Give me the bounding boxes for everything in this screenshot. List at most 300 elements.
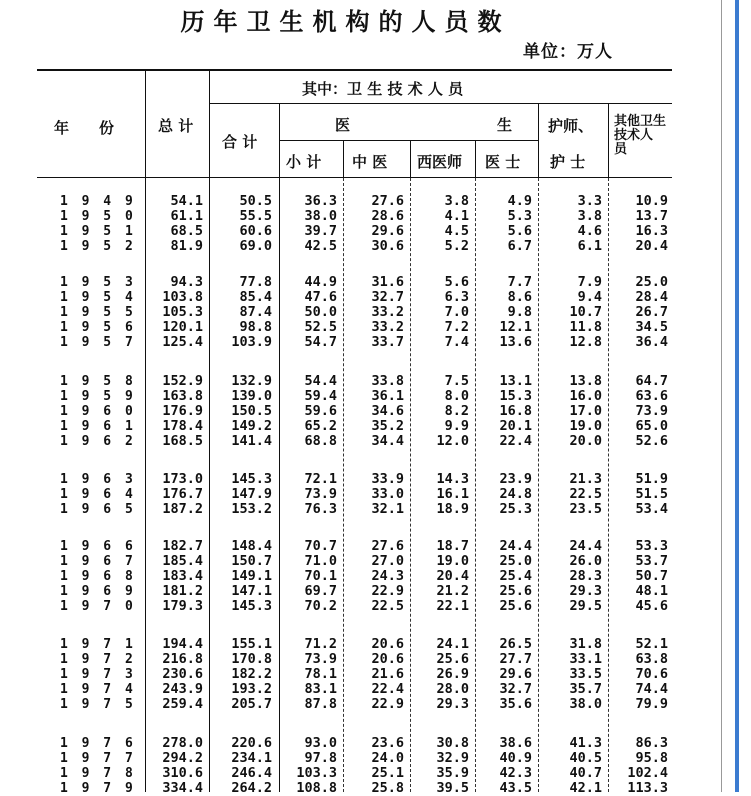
value-cell: 76.3: [304, 501, 337, 517]
year-cell: 1 9 6 1: [60, 419, 136, 434]
value-cell: 51.5: [635, 486, 668, 502]
value-cell: 28.0: [436, 681, 469, 697]
value-cell: 3.8: [577, 208, 602, 224]
value-cell: 103.8: [162, 289, 203, 305]
year-cell: 1 9 6 0: [60, 404, 136, 419]
value-cell: 61.1: [170, 208, 203, 224]
header-of-which: 其中：卫 生 技 术 人 员: [302, 80, 464, 98]
table-top-rule: [37, 69, 672, 71]
value-cell: 20.0: [569, 433, 602, 449]
value-cell: 34.5: [635, 319, 668, 335]
value-cell: 194.4: [162, 636, 203, 652]
value-cell: 38.0: [569, 696, 602, 712]
value-cell: 4.5: [444, 223, 469, 239]
value-cell: 29.6: [499, 666, 532, 682]
value-cell: 54.1: [170, 193, 203, 209]
value-cell: 70.1: [304, 568, 337, 584]
header-sheng: 生: [497, 116, 513, 134]
value-cell: 234.1: [231, 750, 272, 766]
value-cell: 44.9: [304, 274, 337, 290]
value-cell: 38.0: [304, 208, 337, 224]
value-cell: 98.8: [239, 319, 272, 335]
value-cell: 41.3: [569, 735, 602, 751]
value-cell: 87.8: [304, 696, 337, 712]
value-cell: 35.6: [499, 696, 532, 712]
value-cell: 220.6: [231, 735, 272, 751]
value-cell: 22.4: [499, 433, 532, 449]
value-cell: 178.4: [162, 418, 203, 434]
value-cell: 78.1: [304, 666, 337, 682]
header-yishi: 医 士: [485, 153, 521, 171]
value-cell: 22.9: [371, 696, 404, 712]
value-cell: 54.4: [304, 373, 337, 389]
value-cell: 65.2: [304, 418, 337, 434]
value-cell: 25.6: [436, 651, 469, 667]
value-cell: 148.4: [231, 538, 272, 554]
value-cell: 7.2: [444, 319, 469, 335]
value-cell: 59.6: [304, 403, 337, 419]
value-cell: 170.8: [231, 651, 272, 667]
value-cell: 105.3: [162, 304, 203, 320]
value-cell: 24.4: [499, 538, 532, 554]
year-cell: 1 9 5 8: [60, 374, 136, 389]
header-other: 其他卫生技术人 员: [614, 114, 667, 157]
value-cell: 69.7: [304, 583, 337, 599]
value-cell: 50.7: [635, 568, 668, 584]
value-cell: 102.4: [627, 765, 668, 781]
value-cell: 35.7: [569, 681, 602, 697]
page-title: 历年卫生机构的人员数: [180, 7, 511, 36]
year-cell: 1 9 6 9: [60, 584, 136, 599]
value-cell: 10.9: [635, 193, 668, 209]
value-cell: 55.5: [239, 208, 272, 224]
header-zhongyi: 中 医: [352, 153, 388, 171]
value-cell: 39.5: [436, 780, 469, 796]
value-cell: 334.4: [162, 780, 203, 796]
value-cell: 68.5: [170, 223, 203, 239]
value-cell: 33.0: [371, 486, 404, 502]
page-edge-rule: [721, 0, 722, 792]
value-cell: 8.6: [507, 289, 532, 305]
year-cell: 1 9 7 0: [60, 599, 136, 614]
value-cell: 26.9: [436, 666, 469, 682]
value-cell: 179.3: [162, 598, 203, 614]
value-cell: 42.5: [304, 238, 337, 254]
value-cell: 35.2: [371, 418, 404, 434]
value-cell: 31.6: [371, 274, 404, 290]
value-cell: 54.7: [304, 334, 337, 350]
value-cell: 33.2: [371, 304, 404, 320]
unit-label: 单位：万人: [523, 42, 613, 62]
value-cell: 139.0: [231, 388, 272, 404]
value-cell: 21.6: [371, 666, 404, 682]
col-divider-nurse: [608, 104, 609, 178]
value-cell: 4.6: [577, 223, 602, 239]
value-cell: 53.3: [635, 538, 668, 554]
value-cell: 33.9: [371, 471, 404, 487]
value-cell: 33.5: [569, 666, 602, 682]
value-cell: 73.9: [304, 486, 337, 502]
col-dash-4: [538, 178, 539, 792]
value-cell: 147.9: [231, 486, 272, 502]
year-cell: 1 9 7 1: [60, 637, 136, 652]
value-cell: 63.6: [635, 388, 668, 404]
value-cell: 26.7: [635, 304, 668, 320]
value-cell: 33.8: [371, 373, 404, 389]
col-divider-xiaoji: [343, 141, 344, 178]
header-year: 年 份: [54, 119, 115, 137]
value-cell: 149.1: [231, 568, 272, 584]
value-cell: 30.8: [436, 735, 469, 751]
value-cell: 47.6: [304, 289, 337, 305]
value-cell: 16.1: [436, 486, 469, 502]
value-cell: 93.0: [304, 735, 337, 751]
value-cell: 20.1: [499, 418, 532, 434]
value-cell: 145.3: [231, 471, 272, 487]
value-cell: 38.6: [499, 735, 532, 751]
value-cell: 7.0: [444, 304, 469, 320]
value-cell: 278.0: [162, 735, 203, 751]
year-cell: 1 9 5 9: [60, 389, 136, 404]
value-cell: 70.7: [304, 538, 337, 554]
value-cell: 29.6: [371, 223, 404, 239]
value-cell: 70.2: [304, 598, 337, 614]
value-cell: 81.9: [170, 238, 203, 254]
header-bottom-rule: [37, 177, 672, 178]
value-cell: 13.7: [635, 208, 668, 224]
year-cell: 1 9 6 8: [60, 569, 136, 584]
value-cell: 26.5: [499, 636, 532, 652]
year-cell: 1 9 5 4: [60, 290, 136, 305]
year-cell: 1 9 6 3: [60, 472, 136, 487]
value-cell: 33.2: [371, 319, 404, 335]
value-cell: 113.3: [627, 780, 668, 796]
value-cell: 187.2: [162, 501, 203, 517]
value-cell: 30.6: [371, 238, 404, 254]
value-cell: 149.2: [231, 418, 272, 434]
value-cell: 42.3: [499, 765, 532, 781]
value-cell: 155.1: [231, 636, 272, 652]
value-cell: 73.9: [304, 651, 337, 667]
value-cell: 25.6: [499, 598, 532, 614]
year-cell: 1 9 6 7: [60, 554, 136, 569]
value-cell: 33.7: [371, 334, 404, 350]
value-cell: 42.1: [569, 780, 602, 796]
value-cell: 152.9: [162, 373, 203, 389]
value-cell: 25.0: [499, 553, 532, 569]
col-divider-yi: [538, 104, 539, 178]
value-cell: 25.8: [371, 780, 404, 796]
value-cell: 27.6: [371, 538, 404, 554]
col-divider-zhongyi: [410, 141, 411, 178]
value-cell: 19.0: [436, 553, 469, 569]
value-cell: 53.4: [635, 501, 668, 517]
value-cell: 18.9: [436, 501, 469, 517]
value-cell: 125.4: [162, 334, 203, 350]
value-cell: 173.0: [162, 471, 203, 487]
year-cell: 1 9 7 2: [60, 652, 136, 667]
value-cell: 20.6: [371, 651, 404, 667]
value-cell: 25.0: [635, 274, 668, 290]
value-cell: 24.8: [499, 486, 532, 502]
value-cell: 176.9: [162, 403, 203, 419]
value-cell: 243.9: [162, 681, 203, 697]
value-cell: 95.8: [635, 750, 668, 766]
value-cell: 50.5: [239, 193, 272, 209]
value-cell: 16.0: [569, 388, 602, 404]
value-cell: 31.8: [569, 636, 602, 652]
header-total: 总 计: [158, 117, 194, 135]
value-cell: 22.9: [371, 583, 404, 599]
value-cell: 23.9: [499, 471, 532, 487]
value-cell: 3.8: [444, 193, 469, 209]
value-cell: 3.3: [577, 193, 602, 209]
value-cell: 20.6: [371, 636, 404, 652]
value-cell: 86.3: [635, 735, 668, 751]
value-cell: 60.6: [239, 223, 272, 239]
value-cell: 26.0: [569, 553, 602, 569]
year-cell: 1 9 6 5: [60, 502, 136, 517]
value-cell: 48.1: [635, 583, 668, 599]
value-cell: 52.1: [635, 636, 668, 652]
value-cell: 7.7: [507, 274, 532, 290]
value-cell: 108.8: [296, 780, 337, 796]
value-cell: 5.2: [444, 238, 469, 254]
value-cell: 193.2: [231, 681, 272, 697]
value-cell: 36.4: [635, 334, 668, 350]
value-cell: 12.1: [499, 319, 532, 335]
value-cell: 71.0: [304, 553, 337, 569]
value-cell: 22.4: [371, 681, 404, 697]
value-cell: 12.0: [436, 433, 469, 449]
value-cell: 59.4: [304, 388, 337, 404]
value-cell: 7.4: [444, 334, 469, 350]
value-cell: 63.8: [635, 651, 668, 667]
value-cell: 43.5: [499, 780, 532, 796]
value-cell: 182.2: [231, 666, 272, 682]
year-cell: 1 9 5 1: [60, 224, 136, 239]
value-cell: 29.5: [569, 598, 602, 614]
value-cell: 13.1: [499, 373, 532, 389]
year-cell: 1 9 5 7: [60, 335, 136, 350]
value-cell: 32.7: [499, 681, 532, 697]
value-cell: 14.3: [436, 471, 469, 487]
value-cell: 181.2: [162, 583, 203, 599]
year-cell: 1 9 7 4: [60, 682, 136, 697]
value-cell: 39.7: [304, 223, 337, 239]
value-cell: 168.5: [162, 433, 203, 449]
header-yi: 医: [335, 116, 351, 134]
value-cell: 259.4: [162, 696, 203, 712]
value-cell: 18.7: [436, 538, 469, 554]
year-cell: 1 9 7 5: [60, 697, 136, 712]
value-cell: 16.3: [635, 223, 668, 239]
value-cell: 68.8: [304, 433, 337, 449]
value-cell: 9.9: [444, 418, 469, 434]
value-cell: 132.9: [231, 373, 272, 389]
value-cell: 25.1: [371, 765, 404, 781]
value-cell: 150.7: [231, 553, 272, 569]
value-cell: 40.7: [569, 765, 602, 781]
value-cell: 15.3: [499, 388, 532, 404]
value-cell: 52.5: [304, 319, 337, 335]
year-cell: 1 9 4 9: [60, 194, 136, 209]
value-cell: 246.4: [231, 765, 272, 781]
value-cell: 4.1: [444, 208, 469, 224]
value-cell: 7.5: [444, 373, 469, 389]
value-cell: 230.6: [162, 666, 203, 682]
value-cell: 71.2: [304, 636, 337, 652]
value-cell: 74.4: [635, 681, 668, 697]
value-cell: 294.2: [162, 750, 203, 766]
value-cell: 163.8: [162, 388, 203, 404]
value-cell: 264.2: [231, 780, 272, 796]
col-divider-total: [209, 71, 210, 792]
value-cell: 73.9: [635, 403, 668, 419]
value-cell: 7.9: [577, 274, 602, 290]
value-cell: 21.3: [569, 471, 602, 487]
value-cell: 29.3: [436, 696, 469, 712]
value-cell: 150.5: [231, 403, 272, 419]
value-cell: 25.4: [499, 568, 532, 584]
value-cell: 9.8: [507, 304, 532, 320]
value-cell: 5.6: [507, 223, 532, 239]
value-cell: 145.3: [231, 598, 272, 614]
value-cell: 16.8: [499, 403, 532, 419]
value-cell: 6.7: [507, 238, 532, 254]
header-xiyishi: 西医师: [417, 153, 463, 171]
value-cell: 10.7: [569, 304, 602, 320]
value-cell: 25.3: [499, 501, 532, 517]
value-cell: 34.4: [371, 433, 404, 449]
value-cell: 153.2: [231, 501, 272, 517]
value-cell: 6.1: [577, 238, 602, 254]
value-cell: 65.0: [635, 418, 668, 434]
value-cell: 185.4: [162, 553, 203, 569]
value-cell: 27.7: [499, 651, 532, 667]
value-cell: 8.0: [444, 388, 469, 404]
value-cell: 50.0: [304, 304, 337, 320]
year-cell: 1 9 6 4: [60, 487, 136, 502]
value-cell: 69.0: [239, 238, 272, 254]
value-cell: 5.3: [507, 208, 532, 224]
value-cell: 24.1: [436, 636, 469, 652]
value-cell: 32.1: [371, 501, 404, 517]
value-cell: 52.6: [635, 433, 668, 449]
value-cell: 310.6: [162, 765, 203, 781]
value-cell: 51.9: [635, 471, 668, 487]
col-divider-xiyishi: [475, 141, 476, 178]
value-cell: 27.0: [371, 553, 404, 569]
value-cell: 29.3: [569, 583, 602, 599]
year-cell: 1 9 7 3: [60, 667, 136, 682]
header-subtotal: 合 计: [222, 133, 258, 151]
value-cell: 120.1: [162, 319, 203, 335]
value-cell: 6.3: [444, 289, 469, 305]
value-cell: 22.5: [371, 598, 404, 614]
value-cell: 216.8: [162, 651, 203, 667]
value-cell: 77.8: [239, 274, 272, 290]
value-cell: 22.5: [569, 486, 602, 502]
header-nurse-top: 护师、: [548, 117, 594, 135]
scrollbar-edge[interactable]: [735, 0, 739, 792]
value-cell: 36.3: [304, 193, 337, 209]
year-cell: 1 9 5 5: [60, 305, 136, 320]
value-cell: 27.6: [371, 193, 404, 209]
value-cell: 23.5: [569, 501, 602, 517]
value-cell: 23.6: [371, 735, 404, 751]
value-cell: 72.1: [304, 471, 337, 487]
value-cell: 28.4: [635, 289, 668, 305]
value-cell: 94.3: [170, 274, 203, 290]
value-cell: 13.6: [499, 334, 532, 350]
value-cell: 141.4: [231, 433, 272, 449]
value-cell: 53.7: [635, 553, 668, 569]
value-cell: 34.6: [371, 403, 404, 419]
value-cell: 40.5: [569, 750, 602, 766]
value-cell: 45.6: [635, 598, 668, 614]
year-cell: 1 9 6 2: [60, 434, 136, 449]
header-xiaoji: 小 计: [286, 153, 322, 171]
value-cell: 32.7: [371, 289, 404, 305]
value-cell: 8.2: [444, 403, 469, 419]
value-cell: 28.3: [569, 568, 602, 584]
value-cell: 40.9: [499, 750, 532, 766]
value-cell: 182.7: [162, 538, 203, 554]
value-cell: 19.0: [569, 418, 602, 434]
header-sub-rule-2: [280, 140, 538, 141]
value-cell: 13.8: [569, 373, 602, 389]
value-cell: 103.9: [231, 334, 272, 350]
value-cell: 97.8: [304, 750, 337, 766]
value-cell: 64.7: [635, 373, 668, 389]
value-cell: 205.7: [231, 696, 272, 712]
value-cell: 20.4: [436, 568, 469, 584]
value-cell: 4.9: [507, 193, 532, 209]
value-cell: 24.3: [371, 568, 404, 584]
header-nurse-bottom: 护 士: [550, 153, 586, 171]
year-cell: 1 9 7 8: [60, 766, 136, 781]
year-cell: 1 9 5 6: [60, 320, 136, 335]
value-cell: 12.8: [569, 334, 602, 350]
value-cell: 103.3: [296, 765, 337, 781]
value-cell: 87.4: [239, 304, 272, 320]
value-cell: 176.7: [162, 486, 203, 502]
value-cell: 70.6: [635, 666, 668, 682]
value-cell: 21.2: [436, 583, 469, 599]
value-cell: 11.8: [569, 319, 602, 335]
value-cell: 79.9: [635, 696, 668, 712]
value-cell: 83.1: [304, 681, 337, 697]
value-cell: 17.0: [569, 403, 602, 419]
value-cell: 25.6: [499, 583, 532, 599]
value-cell: 36.1: [371, 388, 404, 404]
year-cell: 1 9 5 2: [60, 239, 136, 254]
value-cell: 85.4: [239, 289, 272, 305]
year-cell: 1 9 7 9: [60, 781, 136, 796]
year-cell: 1 9 7 6: [60, 736, 136, 751]
value-cell: 35.9: [436, 765, 469, 781]
value-cell: 24.4: [569, 538, 602, 554]
year-cell: 1 9 5 0: [60, 209, 136, 224]
value-cell: 183.4: [162, 568, 203, 584]
year-cell: 1 9 6 6: [60, 539, 136, 554]
value-cell: 24.0: [371, 750, 404, 766]
value-cell: 9.4: [577, 289, 602, 305]
value-cell: 5.6: [444, 274, 469, 290]
value-cell: 22.1: [436, 598, 469, 614]
value-cell: 32.9: [436, 750, 469, 766]
